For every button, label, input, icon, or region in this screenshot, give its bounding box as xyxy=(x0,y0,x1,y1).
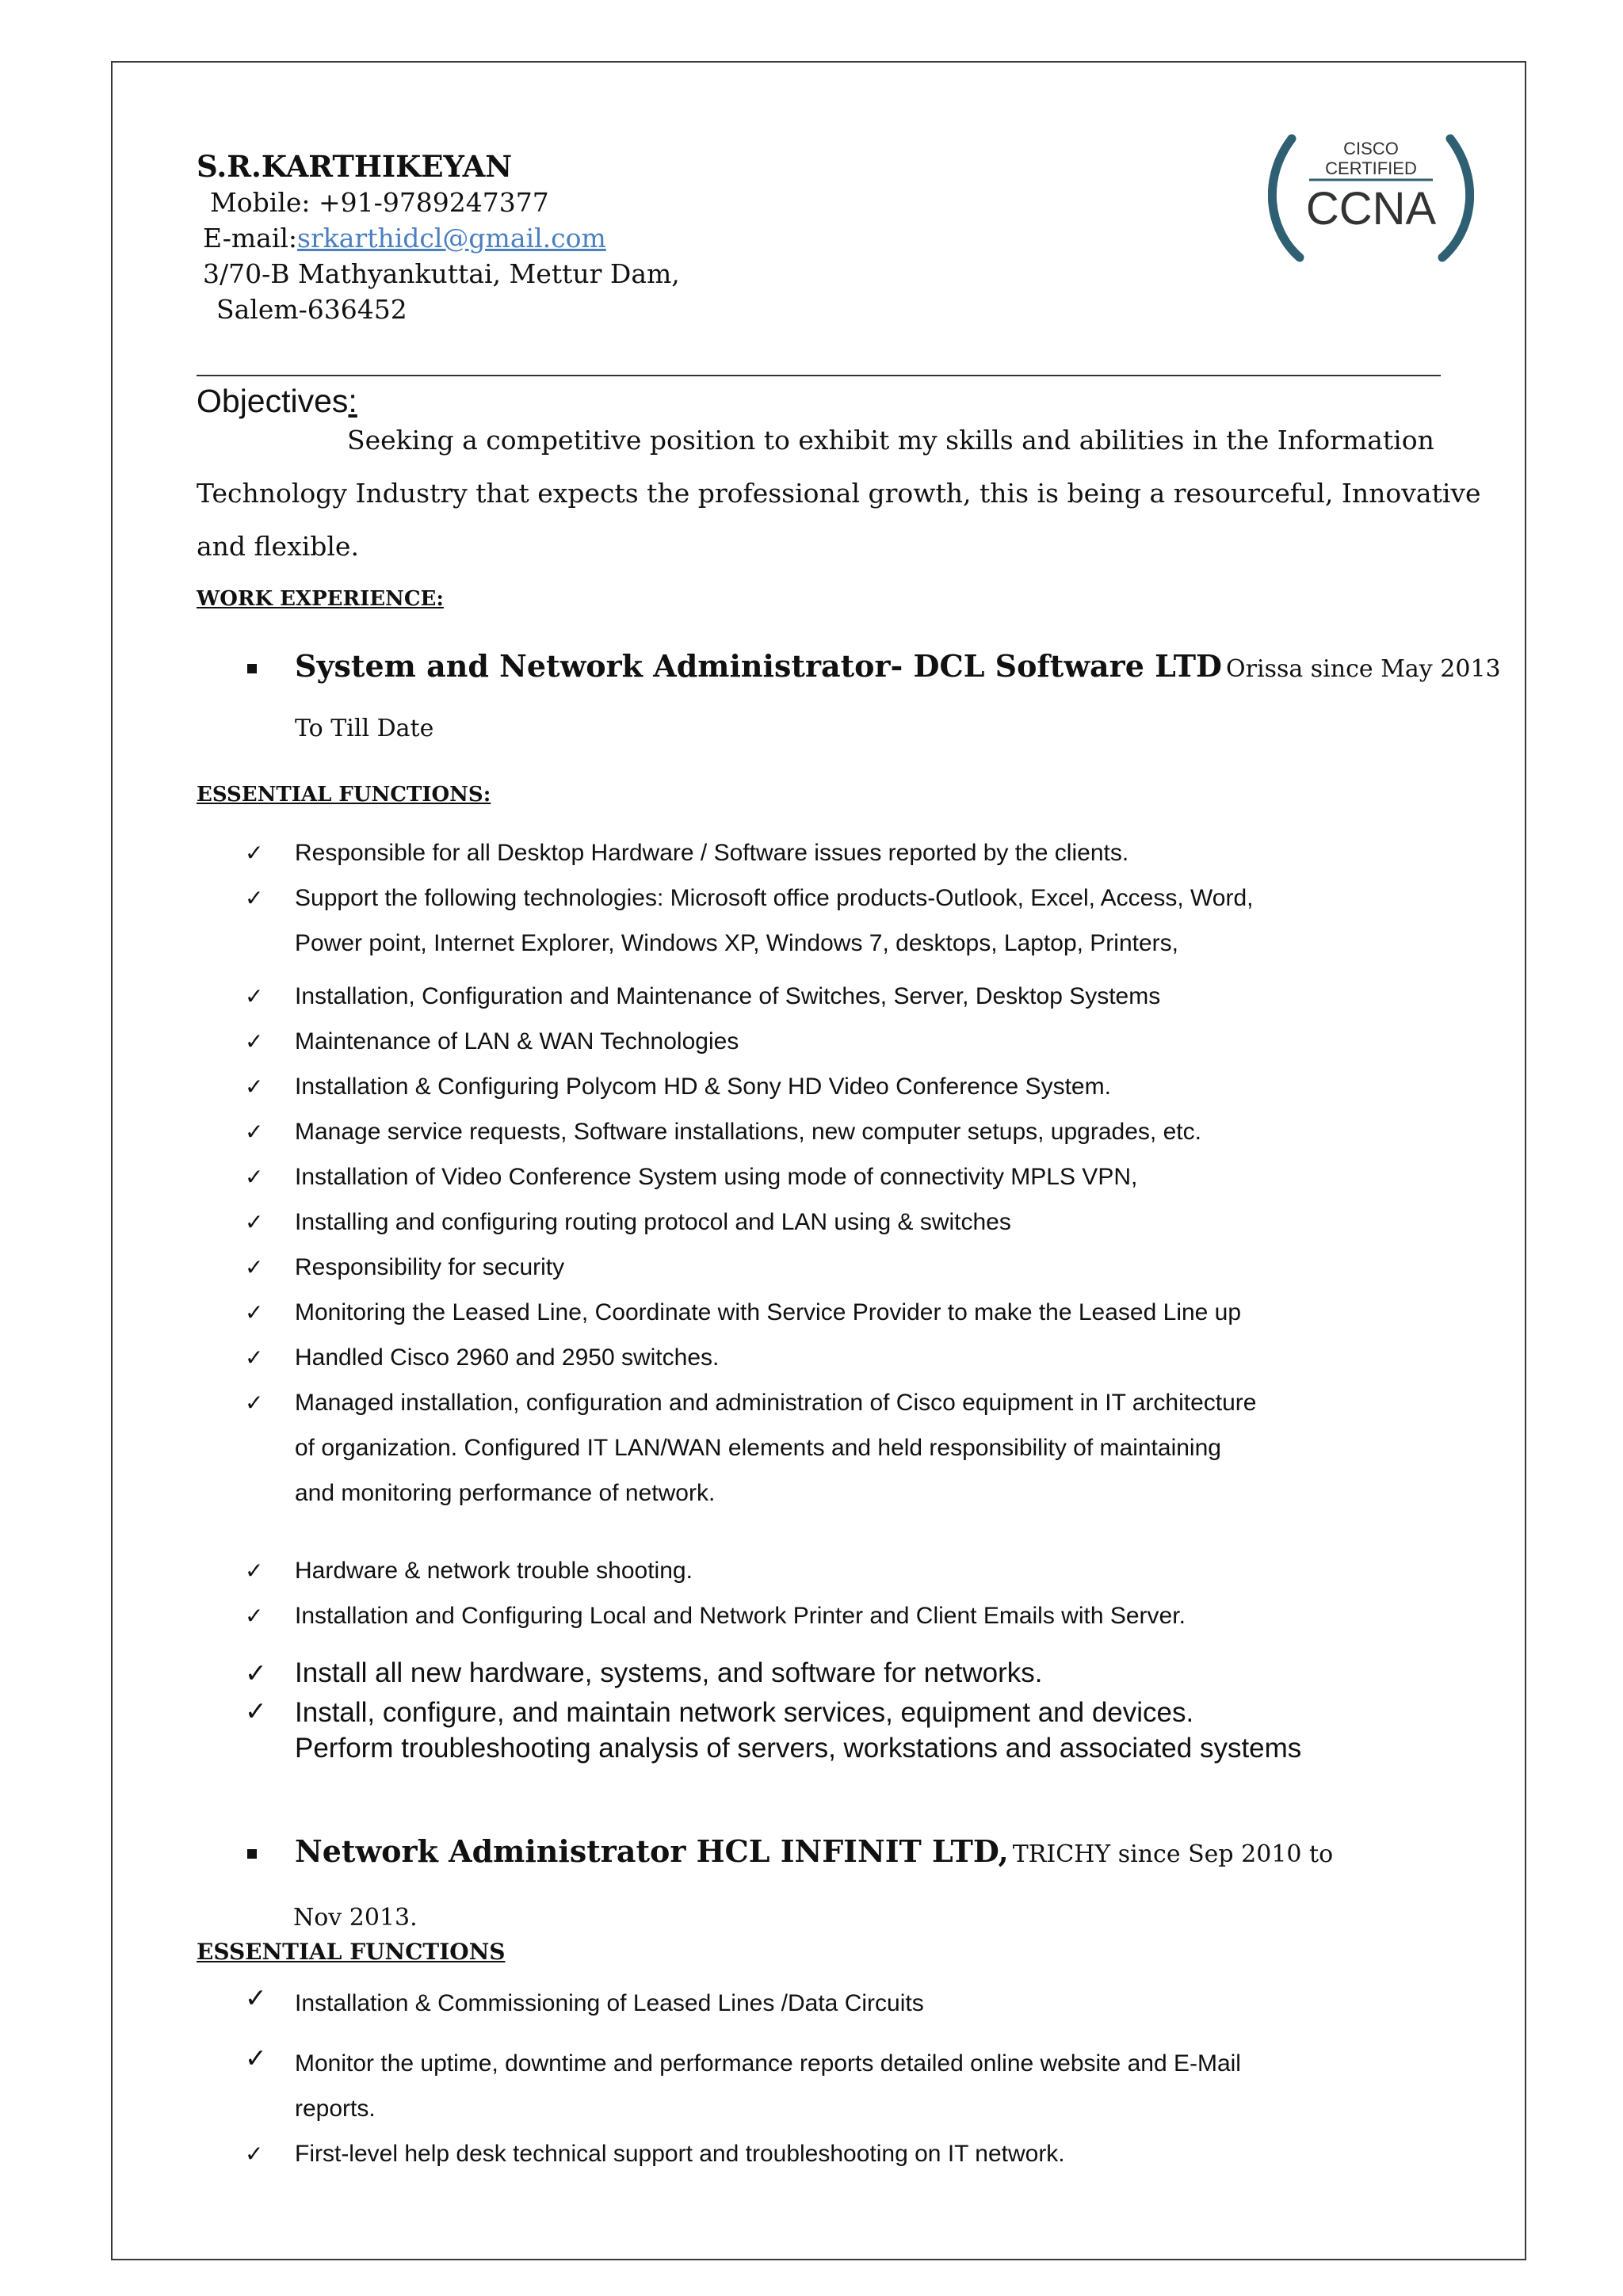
job-2-header xyxy=(295,1833,1333,1869)
objectives-heading-colon: : xyxy=(348,383,357,419)
list-item: Installation & Configuring Polycom HD & Sony HD Video Conference System. xyxy=(295,1074,1111,1100)
list-item: Managed installation, configuration and administration of Cisco equipment in IT architecture xyxy=(295,1390,1257,1416)
checkmark-icon: ✓ xyxy=(245,1165,264,1189)
candidate-name: S.R.KARTHIKEYAN xyxy=(197,149,513,184)
objectives-heading xyxy=(197,383,357,420)
logo-text-cisco: CISCO xyxy=(1343,139,1399,158)
job-1-title: System and Network Administrator- DCL Software LTD xyxy=(295,648,1222,684)
checkmark-icon: ✓ xyxy=(245,1558,264,1583)
list-item: Installation of Video Conference System using mode of connectivity MPLS VPN, xyxy=(295,1164,1138,1190)
square-bullet-icon xyxy=(247,1849,257,1859)
logo-text-ccna: CCNA xyxy=(1305,183,1437,235)
job-2-date-cont: Nov 2013. xyxy=(293,1904,418,1932)
job-1-functions-heading: ESSENTIAL FUNCTIONS: xyxy=(197,783,491,807)
address-line-1: 3/70-B Mathyankuttai, Mettur Dam, xyxy=(203,258,680,289)
address-line-2: Salem-636452 xyxy=(216,294,407,325)
square-bullet-icon xyxy=(247,664,257,673)
header-divider xyxy=(197,375,1441,376)
list-item: Monitoring the Leased Line, Coordinate with Service Provider to make the Leased Line up xyxy=(295,1299,1242,1325)
list-item: Responsibility for security xyxy=(295,1254,565,1280)
job-2-location-date: TRICHY since Sep 2010 to xyxy=(1012,1840,1334,1868)
checkmark-icon: ✓ xyxy=(245,1074,264,1099)
list-item: Support the following technologies: Microsoft office products-Outlook, Excel, Access, Word, xyxy=(295,885,1254,911)
list-item: First-level help desk technical support and troubleshooting on IT network. xyxy=(295,2141,1065,2167)
checkmark-icon: ✓ xyxy=(245,886,264,910)
checkmark-icon: ✓ xyxy=(245,1604,264,1628)
list-item: Installing and configuring routing protocol and LAN using & switches xyxy=(295,1209,1011,1235)
checkmark-icon: ✓ xyxy=(245,2142,264,2166)
checkmark-icon: ✓ xyxy=(245,1255,264,1280)
list-item: Responsible for all Desktop Hardware / Software issues reported by the clients. xyxy=(295,840,1129,866)
job-1-location-date: Orissa since May 2013 xyxy=(1226,655,1501,683)
cisco-ccna-logo xyxy=(1268,131,1474,265)
list-item: Installation & Commissioning of Leased Lines /Data Circuits xyxy=(295,1990,924,2016)
list-item: Maintenance of LAN & WAN Technologies xyxy=(295,1028,739,1055)
mobile-number: Mobile: +91-9789247377 xyxy=(210,187,549,218)
logo-text-certified: CERTIFIED xyxy=(1325,158,1417,178)
checkmark-icon: ✓ xyxy=(245,1300,264,1325)
list-item-continuation: Power point, Internet Explorer, Windows XP, Windows 7, desktops, Laptop, Printers, xyxy=(295,930,1178,956)
objectives-line-3: and flexible. xyxy=(197,531,359,562)
job-2-title: Network Administrator HCL INFINIT LTD, xyxy=(295,1833,1009,1869)
checkmark-icon: ✓ xyxy=(245,841,264,865)
checkmark-icon: ✓ xyxy=(245,1119,264,1144)
list-item: Install, configure, and maintain network services, equipment and devices. xyxy=(295,1697,1194,1728)
checkmark-icon: ✓ xyxy=(245,1210,264,1234)
email-link[interactable]: srkarthidcl@gmail.com xyxy=(297,223,606,254)
checkmark-icon: ✓ xyxy=(245,1390,264,1415)
checkmark-icon: ✓ xyxy=(245,1658,267,1688)
job-2-functions-heading: ESSENTIAL FUNCTIONS xyxy=(197,1939,506,1965)
list-item: Hardware & network trouble shooting. xyxy=(295,1558,693,1584)
list-item-continuation: Perform troubleshooting analysis of servers, workstations and associated systems xyxy=(295,1733,1302,1764)
email-line xyxy=(203,223,606,254)
job-1-header xyxy=(295,648,1501,684)
list-item: Handled Cisco 2960 and 2950 switches. xyxy=(295,1344,720,1371)
checkmark-icon: ✓ xyxy=(245,1696,267,1726)
checkmark-icon: ✓ xyxy=(245,984,264,1009)
checkmark-icon: ✓ xyxy=(245,1983,267,2012)
list-item: Installation, Configuration and Maintenance of Switches, Server, Desktop Systems xyxy=(295,983,1161,1009)
list-item: Install all new hardware, systems, and software for networks. xyxy=(295,1657,1043,1688)
objectives-heading-text: Objectives xyxy=(197,383,349,419)
list-item-continuation: of organization. Configured IT LAN/WAN elements and held responsibility of maintaining xyxy=(295,1435,1221,1461)
objectives-line-2: Technology Industry that expects the professional growth, this is being a resourceful, Innovative xyxy=(197,478,1481,509)
list-item: Manage service requests, Software installations, new computer setups, upgrades, etc. xyxy=(295,1119,1201,1145)
list-item-continuation: reports. xyxy=(295,2096,376,2122)
checkmark-icon: ✓ xyxy=(245,1029,264,1054)
checkmark-icon: ✓ xyxy=(245,2043,267,2073)
list-item-continuation: and monitoring performance of network. xyxy=(295,1480,716,1506)
list-item: Monitor the uptime, downtime and performance reports detailed online website and E-Mail xyxy=(295,2050,1241,2077)
checkmark-icon: ✓ xyxy=(245,1345,264,1370)
work-experience-heading: WORK EXPERIENCE: xyxy=(197,587,444,611)
email-label: E-mail: xyxy=(203,223,298,254)
list-item: Installation and Configuring Local and Network Printer and Client Emails with Server. xyxy=(295,1603,1186,1629)
objectives-line-1: Seeking a competitive position to exhibit my skills and abilities in the Information xyxy=(347,425,1434,456)
job-1-date-cont: To Till Date xyxy=(295,715,434,742)
